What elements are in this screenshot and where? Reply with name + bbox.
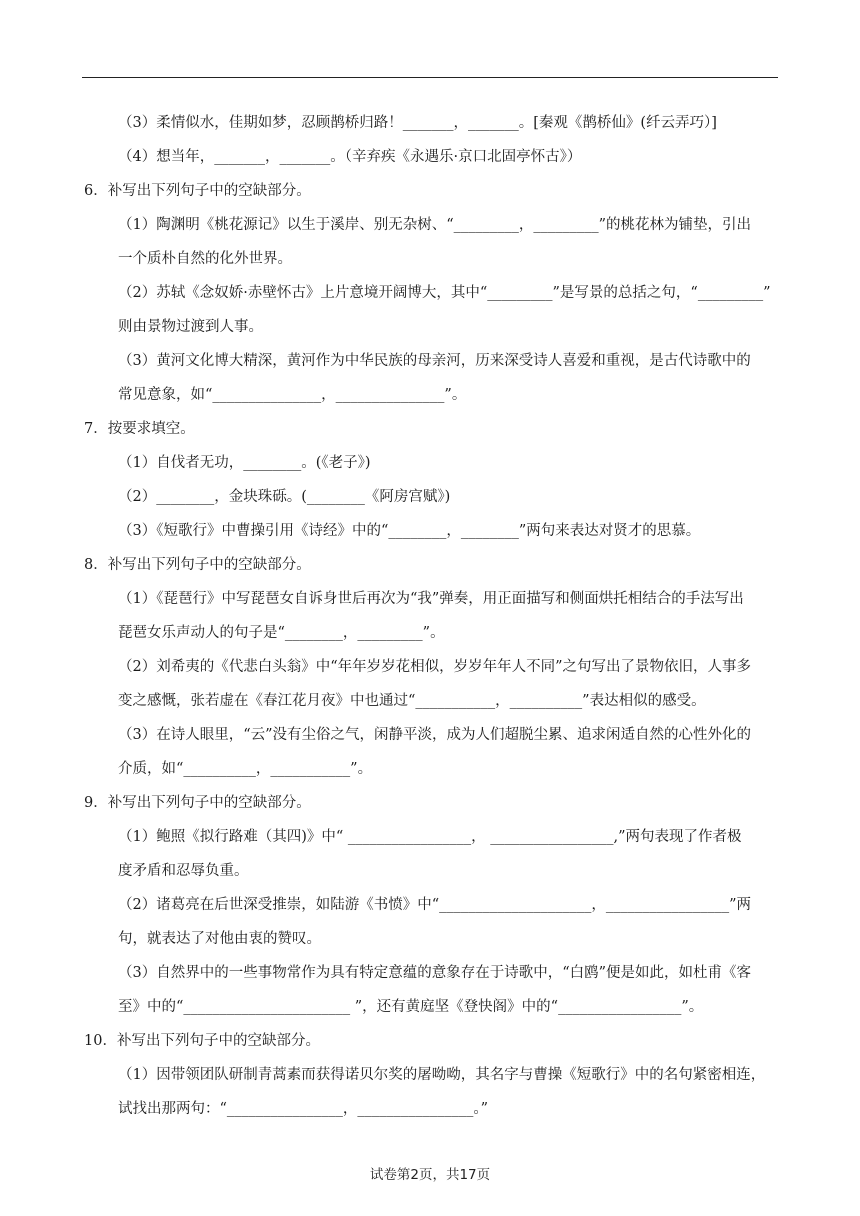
q7-title: 7．按要求填空。	[84, 421, 195, 437]
q6-item3-line2: 常见意象，如“_______________，_______________”。	[118, 387, 467, 403]
q6-item2-line1: （2）苏轼《念奴娇·赤壁怀古》上片意境开阔博大，其中“_________”是写景的总括之句，“_________”	[118, 285, 771, 301]
header-rule	[82, 77, 778, 78]
q6-item3-line1: （3）黄河文化博大精深，黄河作为中华民族的母亲河，历来深受诗人喜爱和重视，是古代诗歌中的	[118, 353, 751, 369]
q9-item2-line1: （2）诸葛亮在后世深受推崇，如陆游《书愤》中“_____________________，_________________”两	[118, 897, 752, 913]
q9-item1-line1: （1）鲍照《拟行路难（其四)》中“ _________________， _________________,”两句表现了作者极	[118, 829, 742, 845]
q8-item2-line1: （2）刘希夷的《代悲白头翁》中“年年岁岁花相似，岁岁年年人不同”之句写出了景物依旧，人事多	[118, 659, 752, 675]
q7-item1: （1）自伐者无功，________。(《老子》)	[118, 455, 371, 471]
q10-item1-line1: （1）因带领团队研制青蒿素而获得诺贝尔奖的屠呦呦，其名字与曹操《短歌行》中的名句紧密相连，	[118, 1067, 766, 1083]
q9-item3-line1: （3）自然界中的一些事物常作为具有特定意蕴的意象存在于诗歌中，“白鸥”便是如此，如杜甫《客	[118, 965, 752, 981]
q6-item1-line1: （1）陶渊明《桃花源记》以生于溪岸、别无杂树、“_________，_________”的桃花林为铺垫，引出	[118, 217, 752, 233]
question-content	[82, 106, 782, 1126]
q6-item1-line2: 一个质朴自然的化外世界。	[118, 251, 292, 267]
q5-item3: （3）柔情似水，佳期如梦，忍顾鹊桥归路！_______，_______。[秦观《鹊桥仙》(纤云弄巧）]	[118, 115, 717, 131]
q9-title: 9．补写出下列句子中的空缺部分。	[84, 795, 311, 811]
q9-item3-line2: 至》中的“_______________________ ”，还有黄庭坚《登快阁》中的“_________________”。	[118, 999, 704, 1015]
q8-item3-line2: 介质，如“__________，___________”。	[118, 761, 373, 777]
q8-item2-line2: 变之感慨，张若虚在《春江花月夜》中也通过“___________，__________”表达相似的感受。	[118, 693, 706, 709]
q7-item3: （3）《短歌行》中曹操引用《诗经》中的“________，________”两句来表达对贤才的思慕。	[118, 523, 701, 539]
q8-title: 8．补写出下列句子中的空缺部分。	[84, 557, 311, 573]
q9-item2-line2: 句，就表达了对他由衷的赞叹。	[118, 931, 321, 947]
q9-item1-line2: 度矛盾和忍辱负重。	[118, 863, 249, 879]
q8-item3-line1: （3）在诗人眼里，“云”没有尘俗之气，闲静平淡，成为人们超脱尘累、追求闲适自然的心性外化的	[118, 727, 752, 743]
q7-item2: （2）________，金块珠砾。(________《阿房宫赋》)	[118, 489, 451, 505]
q6-item2-line2: 则由景物过渡到人事。	[118, 319, 263, 335]
q8-item1-line2: 琵琶女乐声动人的句子是“________，_________”。	[118, 625, 445, 641]
q10-item1-line2: 试找出那两句：“________________，________________。”	[118, 1101, 489, 1117]
page-footer: 试卷第2页，共17页	[369, 1167, 491, 1183]
q10-title: 10．补写出下列句子中的空缺部分。	[84, 1033, 320, 1049]
q8-item1-line1: （1）《琵琶行》中写琵琶女自诉身世后再次为“我”弹奏，用正面描写和侧面烘托相结合的手法写出	[118, 591, 744, 607]
q6-title: 6．补写出下列句子中的空缺部分。	[84, 183, 311, 199]
q5-item4: （4）想当年，_______，_______。（辛弃疾《永遇乐·京口北固亭怀古》）	[118, 149, 582, 165]
